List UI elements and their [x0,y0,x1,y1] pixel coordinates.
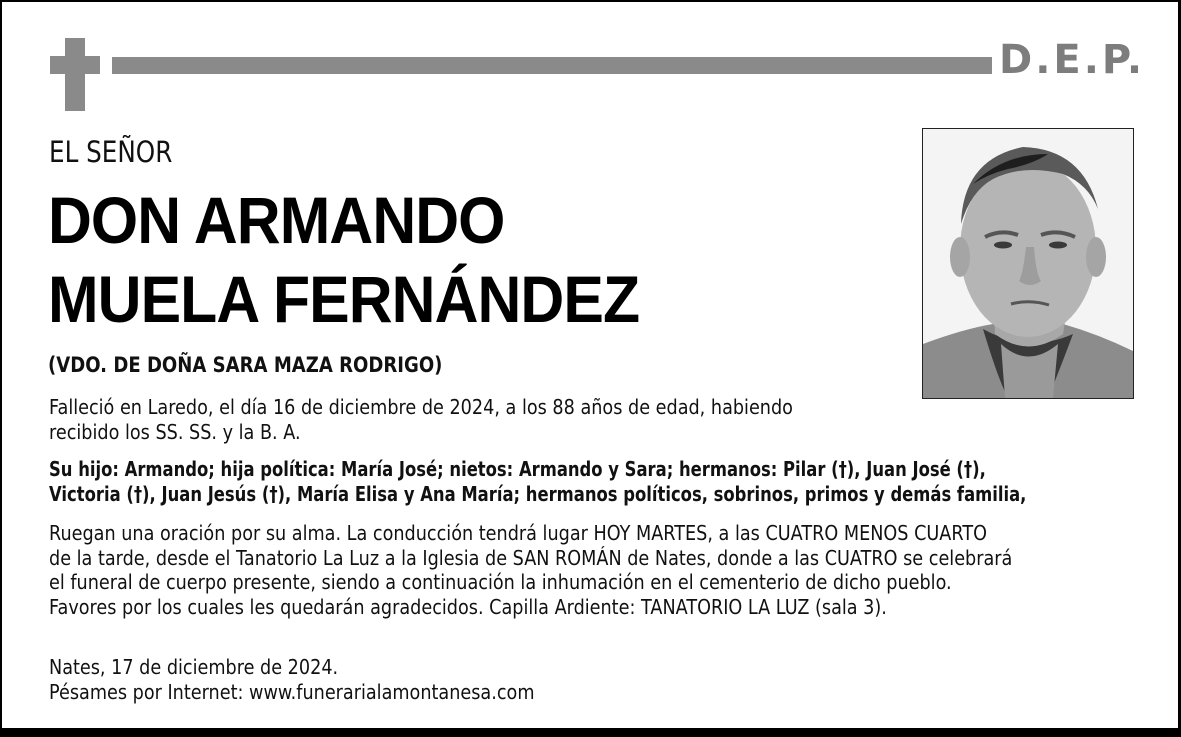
deceased-name-line-2: MUELA FERNÁNDEZ [48,262,640,336]
ceremony-line: Ruegan una oración por su alma. La conducción tendrá lugar HOY MARTES, a las CUATRO MENOS CUARTO [49,521,987,545]
death-notice-line: Falleció en Laredo, el día 16 de diciembre de 2024, a los 88 años de edad, habiendo [49,395,793,419]
cross-icon [65,38,85,111]
portrait-photo [922,128,1134,399]
family-list [49,457,1026,506]
ceremony-line: de la tarde, desde el Tanatorio La Luz a la Iglesia de SAN ROMÁN de Nates, donde a las CUATRO se celebrará [49,545,1013,570]
ceremony-line: el funeral de cuerpo presente, siendo a continuación la inhumación en el cementerio de dicho pueblo. [49,570,952,594]
cross-icon-arm [50,56,100,74]
header-rule [112,57,992,74]
death-notice [49,395,793,444]
honorific: EL SEÑOR [49,135,173,169]
portrait-image [923,129,1133,398]
place-date: Nates, 17 de diciembre de 2024. [49,655,339,679]
footer [49,655,534,704]
ceremony-line: Favores por los cuales les quedarán agradecidos. Capilla Ardiente: TANATORIO LA LUZ (sala 3). [49,594,887,619]
deceased-name-line-1: DON ARMANDO [48,183,505,257]
widower-of: (VDO. DE DOÑA SARA MAZA RODRIGO) [48,353,443,377]
condolences-link: Pésames por Internet: www.funerarialamontanesa.com [49,679,535,704]
family-line: Victoria (†), Juan Jesús (†), María Elisa y Ana María; hermanos políticos, sobrinos, primos y demás familia, [49,481,1027,506]
dep-label: D.E.P. [999,37,1146,83]
death-notice-line: recibido los SS. SS. y la B. A. [49,419,301,444]
family-line: Su hijo: Armando; hija política: María José; nietos: Armando y Sara; hermanos: Pilar (†), Juan José (†), [49,457,986,481]
ceremony-details [49,521,1012,619]
